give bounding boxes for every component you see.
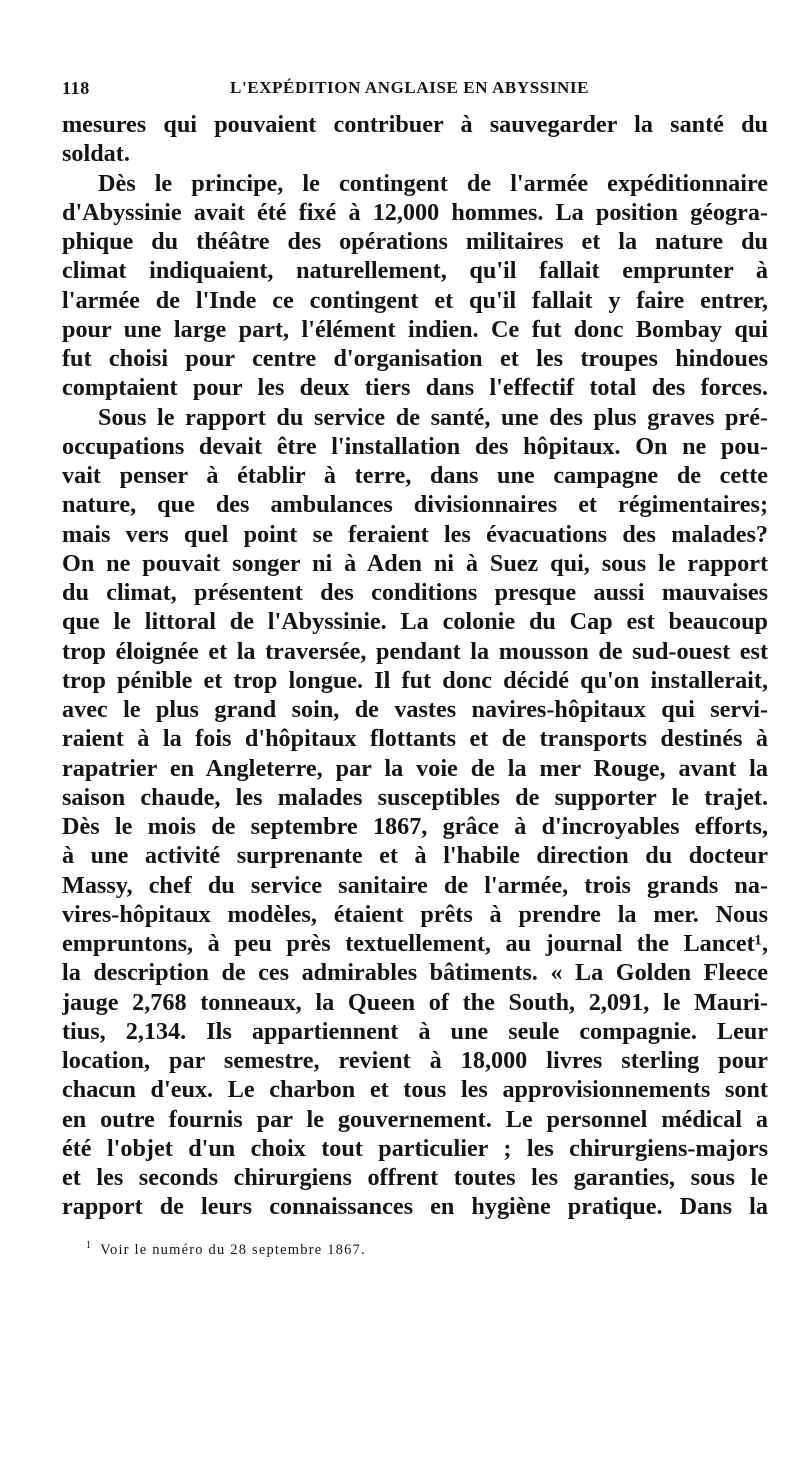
- text-line: pour une large part, l'élément indien. Ce fut donc Bombay qui: [62, 315, 768, 343]
- footnote-text: Voir le numéro du 28 septembre 1867.: [100, 1241, 366, 1258]
- text-line: vires-hôpitaux modèles, étaient prêts à prendre la mer. Nous: [62, 900, 768, 928]
- text-line: jauge 2,768 tonneaux, la Queen of the South, 2,091, le Mauri-: [62, 988, 768, 1016]
- text-line: et les seconds chirurgiens offrent toutes les garanties, sous le: [62, 1164, 768, 1191]
- running-title: L'EXPÉDITION ANGLAISE EN ABYSSINIE: [230, 78, 590, 97]
- text-line: mesures qui pouvaient contribuer à sauvegarder la santé du: [62, 111, 768, 138]
- text-line: On ne pouvait songer ni à Aden ni à Suez qui, sous le rapport: [62, 549, 768, 577]
- text-line: occupations devait être l'installation des hôpitaux. On ne pou-: [62, 432, 768, 460]
- text-line: fut choisi pour centre d'organisation et les troupes hindoues: [62, 345, 768, 372]
- text-line: nature, que des ambulances divisionnaires et régimentaires;: [62, 491, 768, 519]
- text-line: chacun d'eux. Le charbon et tous les approvisionnements sont: [62, 1076, 768, 1104]
- text-line: la description de ces admirables bâtiments. « La Golden Fleece: [62, 959, 768, 987]
- text-line: soldat.: [62, 140, 130, 168]
- text-line: climat indiquaient, naturellement, qu'il fallait emprunter à: [62, 257, 768, 285]
- text-line: du climat, présentent des conditions presque aussi mauvaises: [62, 579, 768, 606]
- text-line: tius, 2,134. Ils appartiennent à une seule compagnie. Leur: [62, 1017, 768, 1045]
- text-line: mais vers quel point se feraient les évacuations des malades?: [62, 520, 768, 548]
- text-line: comptaient pour les deux tiers dans l'effectif total des forces.: [62, 374, 768, 402]
- text-line: location, par semestre, revient à 18,000 livres sterling pour: [62, 1047, 768, 1074]
- text-line: rapatrier en Angleterre, par la voie de la mer Rouge, avant la: [62, 754, 768, 782]
- text-line: l'armée de l'Inde ce contingent et qu'il fallait y faire entrer,: [62, 286, 768, 314]
- text-line: d'Abyssinie avait été fixé à 12,000 hommes. La position géogra-: [62, 198, 768, 226]
- text-line: Sous le rapport du service de santé, une des plus graves pré-: [98, 403, 768, 431]
- text-line: empruntons, à peu près textuellement, au journal the Lancet¹,: [62, 930, 768, 957]
- running-header: [62, 70, 768, 106]
- page-number: 118: [62, 78, 90, 98]
- text-line: été l'objet d'un choix tout particulier ; les chirurgiens-majors: [62, 1134, 768, 1162]
- text-line: saison chaude, les malades susceptibles de supporter le trajet.: [62, 783, 768, 811]
- footnote-mark: 1: [86, 1239, 93, 1251]
- text-line: à une activité surprenante et à l'habile direction du docteur: [62, 842, 768, 870]
- book-page: [62, 70, 768, 1258]
- text-line: vait penser à établir à terre, dans une campagne de cette: [62, 462, 768, 489]
- text-line: en outre fournis par le gouvernement. Le personnel médical a: [62, 1105, 768, 1133]
- text-line: trop pénible et trop longue. Il fut donc décidé qu'on installerait,: [62, 666, 768, 694]
- text-line: avec le plus grand soin, de vastes navires-hôpitaux qui servi-: [62, 696, 768, 723]
- text-line: rapport de leurs connaissances en hygiène pratique. Dans la: [62, 1193, 768, 1221]
- text-line: phique du théâtre des opérations militaires et la nature du: [62, 228, 768, 255]
- text-line: Dès le principe, le contingent de l'armée expéditionnaire: [98, 169, 768, 197]
- body-text: [62, 110, 768, 1222]
- text-line: trop éloignée et la traversée, pendant la mousson de sud-ouest est: [62, 637, 768, 665]
- text-line: Dès le mois de septembre 1867, grâce à d'incroyables efforts,: [62, 813, 768, 840]
- text-line: Massy, chef du service sanitaire de l'armée, trois grands na-: [62, 871, 768, 899]
- text-line: raient à la fois d'hôpitaux flottants et de transports destinés à: [62, 725, 768, 753]
- text-line: que le littoral de l'Abyssinie. La colonie du Cap est beaucoup: [62, 608, 768, 636]
- footnote: [62, 1240, 768, 1259]
